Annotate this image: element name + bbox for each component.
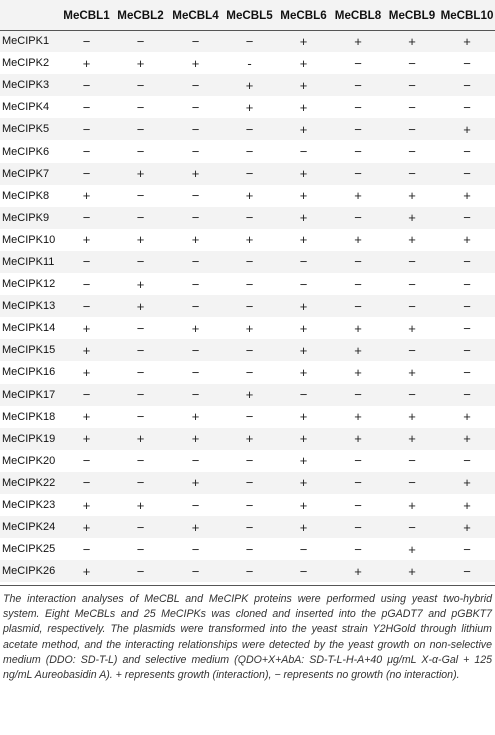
interaction-cell: +	[276, 406, 331, 428]
interaction-cell: +	[60, 361, 113, 383]
interaction-cell: −	[439, 96, 495, 118]
row-label: MeCIPK12	[0, 273, 60, 295]
interaction-cell: −	[331, 295, 385, 317]
interaction-cell: +	[60, 516, 113, 538]
interaction-cell: -	[223, 52, 276, 74]
header-cell: MeCBL2	[113, 0, 168, 30]
interaction-cell: +	[276, 472, 331, 494]
row-label: MeCIPK9	[0, 207, 60, 229]
interaction-cell: +	[168, 317, 223, 339]
interaction-cell: −	[331, 118, 385, 140]
interaction-cell: +	[60, 339, 113, 361]
interaction-cell: +	[331, 406, 385, 428]
interaction-cell: −	[223, 295, 276, 317]
interaction-cell: +	[276, 229, 331, 251]
interaction-cell: −	[168, 339, 223, 361]
interaction-cell: −	[385, 339, 439, 361]
interaction-cell: −	[385, 163, 439, 185]
row-label: MeCIPK6	[0, 140, 60, 162]
interaction-cell: −	[385, 118, 439, 140]
interaction-cell: −	[60, 118, 113, 140]
interaction-cell: +	[385, 30, 439, 52]
table-row	[0, 207, 495, 229]
table-row	[0, 538, 495, 560]
interaction-cell: +	[439, 118, 495, 140]
interaction-cell: +	[439, 472, 495, 494]
interaction-cell: −	[168, 295, 223, 317]
row-label: MeCIPK15	[0, 339, 60, 361]
interaction-cell: +	[331, 317, 385, 339]
interaction-cell: −	[60, 163, 113, 185]
interaction-cell: −	[439, 361, 495, 383]
row-label: MeCIPK3	[0, 74, 60, 96]
interaction-cell: +	[60, 185, 113, 207]
interaction-cell: +	[385, 185, 439, 207]
row-label: MeCIPK14	[0, 317, 60, 339]
row-label: MeCIPK16	[0, 361, 60, 383]
interaction-cell: +	[223, 384, 276, 406]
interaction-cell: +	[168, 52, 223, 74]
interaction-cell: −	[439, 251, 495, 273]
interaction-cell: +	[113, 494, 168, 516]
interaction-cell: +	[385, 494, 439, 516]
interaction-cell: +	[439, 406, 495, 428]
interaction-cell: −	[385, 384, 439, 406]
interaction-cell: −	[439, 140, 495, 162]
interaction-cell: −	[60, 30, 113, 52]
interaction-cell: −	[113, 207, 168, 229]
interaction-cell: −	[113, 30, 168, 52]
header-cell: MeCBL10	[439, 0, 495, 30]
interaction-cell: −	[385, 516, 439, 538]
interaction-cell: −	[385, 251, 439, 273]
row-label: MeCIPK25	[0, 538, 60, 560]
interaction-cell: +	[276, 317, 331, 339]
interaction-cell: +	[168, 472, 223, 494]
interaction-cell: −	[60, 273, 113, 295]
interaction-cell: −	[113, 538, 168, 560]
interaction-cell: −	[439, 207, 495, 229]
table-row	[0, 339, 495, 361]
table-row	[0, 472, 495, 494]
interaction-cell: −	[439, 339, 495, 361]
header-cell: MeCBL9	[385, 0, 439, 30]
interaction-cell: −	[113, 406, 168, 428]
table-row	[0, 52, 495, 74]
interaction-cell: −	[113, 361, 168, 383]
row-label: MeCIPK11	[0, 251, 60, 273]
interaction-cell: −	[385, 273, 439, 295]
interaction-cell: +	[113, 428, 168, 450]
interaction-cell: +	[113, 52, 168, 74]
row-label: MeCIPK7	[0, 163, 60, 185]
interaction-cell: −	[113, 317, 168, 339]
interaction-cell: −	[331, 538, 385, 560]
interaction-cell: +	[331, 428, 385, 450]
interaction-cell: +	[276, 207, 331, 229]
interaction-cell: +	[168, 229, 223, 251]
interaction-cell: −	[276, 140, 331, 162]
interaction-cell: −	[168, 118, 223, 140]
interaction-cell: −	[439, 273, 495, 295]
interaction-cell: +	[60, 229, 113, 251]
header-cell: MeCBL1	[60, 0, 113, 30]
interaction-cell: −	[331, 74, 385, 96]
table-row	[0, 317, 495, 339]
interaction-cell: +	[439, 185, 495, 207]
interaction-cell: +	[60, 494, 113, 516]
interaction-cell: −	[113, 251, 168, 273]
interaction-cell: −	[276, 251, 331, 273]
interaction-cell: +	[223, 96, 276, 118]
interaction-cell: +	[385, 207, 439, 229]
interaction-cell: +	[276, 450, 331, 472]
interaction-cell: −	[168, 207, 223, 229]
row-label: MeCIPK1	[0, 30, 60, 52]
interaction-cell: −	[168, 560, 223, 582]
interaction-cell: −	[60, 140, 113, 162]
interaction-cell: −	[113, 74, 168, 96]
interaction-cell: −	[331, 207, 385, 229]
interaction-cell: +	[276, 96, 331, 118]
interaction-cell: −	[113, 450, 168, 472]
interaction-cell: +	[168, 406, 223, 428]
interaction-cell: −	[331, 516, 385, 538]
interaction-cell: +	[331, 229, 385, 251]
row-label: MeCIPK13	[0, 295, 60, 317]
row-label: MeCIPK17	[0, 384, 60, 406]
interaction-cell: +	[439, 494, 495, 516]
table-row	[0, 494, 495, 516]
table-row	[0, 74, 495, 96]
interaction-cell: −	[60, 538, 113, 560]
interaction-cell: −	[223, 30, 276, 52]
interaction-cell: −	[113, 516, 168, 538]
table-row	[0, 163, 495, 185]
interaction-cell: +	[439, 30, 495, 52]
interaction-cell: +	[168, 428, 223, 450]
interaction-cell: −	[168, 185, 223, 207]
row-label: MeCIPK20	[0, 450, 60, 472]
interaction-cell: −	[223, 560, 276, 582]
interaction-cell: −	[113, 118, 168, 140]
table-row	[0, 251, 495, 273]
interaction-cell: +	[331, 185, 385, 207]
row-label: MeCIPK19	[0, 428, 60, 450]
interaction-cell: −	[223, 339, 276, 361]
interaction-cell: +	[276, 163, 331, 185]
interaction-cell: +	[276, 118, 331, 140]
table-row	[0, 140, 495, 162]
interaction-cell: −	[331, 273, 385, 295]
interaction-cell: −	[439, 317, 495, 339]
interaction-cell: −	[168, 450, 223, 472]
interaction-cell: −	[331, 163, 385, 185]
interaction-cell: +	[385, 317, 439, 339]
interaction-cell: −	[113, 339, 168, 361]
interaction-cell: −	[223, 361, 276, 383]
table-row	[0, 361, 495, 383]
interaction-cell: −	[385, 450, 439, 472]
table-row	[0, 406, 495, 428]
interaction-cell: −	[168, 96, 223, 118]
interaction-cell: −	[385, 74, 439, 96]
interaction-cell: −	[168, 74, 223, 96]
interaction-cell: −	[60, 295, 113, 317]
interaction-cell: −	[223, 472, 276, 494]
interaction-cell: −	[168, 140, 223, 162]
interaction-cell: −	[331, 450, 385, 472]
interaction-cell: −	[439, 52, 495, 74]
interaction-cell: −	[223, 406, 276, 428]
table-bottom-rule	[0, 585, 495, 586]
interaction-cell: −	[439, 384, 495, 406]
interaction-cell: +	[439, 428, 495, 450]
interaction-cell: −	[168, 361, 223, 383]
interaction-cell: +	[331, 30, 385, 52]
row-label: MeCIPK2	[0, 52, 60, 74]
interaction-cell: −	[113, 140, 168, 162]
table-row	[0, 229, 495, 251]
interaction-cell: −	[223, 450, 276, 472]
interaction-cell: −	[385, 295, 439, 317]
interaction-cell: +	[385, 361, 439, 383]
row-label: MeCIPK18	[0, 406, 60, 428]
table-caption: The interaction analyses of MeCBL and MeCIPK proteins were performed using yeast two-hybrid system. Eight MeCBLs and 25 MeCIPKs was cloned and inserted into the pGADT7 and pGBKT7 plasmid, respectively. The plasmids were transformed into the yeast strain Y2HGold through lithium acetate method, and the interacting relationships were detected by the yeast growth on non-selective medium (DDO: SD-T-L) and selective medium (QDO+X+AbA: SD-T-L-H-A+40 μg/mL X-α-Gal + 125 ng/mL Aureobasidin A). + represents growth (interaction), − represents no growth (no interaction).	[3, 593, 492, 682]
interaction-cell: −	[223, 163, 276, 185]
interaction-cell: −	[113, 560, 168, 582]
interaction-cell: −	[276, 273, 331, 295]
interaction-cell: +	[60, 560, 113, 582]
interaction-cell: −	[168, 384, 223, 406]
table-row	[0, 295, 495, 317]
interaction-cell: −	[276, 384, 331, 406]
interaction-cell: −	[439, 163, 495, 185]
interaction-cell: +	[223, 428, 276, 450]
header-cell: MeCBL8	[331, 0, 385, 30]
table-row	[0, 30, 495, 52]
interaction-cell: +	[223, 74, 276, 96]
interaction-cell: −	[223, 273, 276, 295]
interaction-cell: −	[223, 538, 276, 560]
header-cell: MeCBL4	[168, 0, 223, 30]
interaction-cell: +	[113, 273, 168, 295]
interaction-cell: −	[60, 74, 113, 96]
interaction-cell: −	[439, 74, 495, 96]
interaction-cell: −	[439, 450, 495, 472]
interaction-cell: +	[276, 428, 331, 450]
interaction-cell: +	[60, 428, 113, 450]
header-row	[0, 0, 495, 30]
interaction-cell: −	[331, 251, 385, 273]
interaction-cell: −	[439, 560, 495, 582]
interaction-cell: −	[385, 140, 439, 162]
interaction-cell: +	[385, 428, 439, 450]
interaction-cell: −	[439, 295, 495, 317]
interaction-cell: −	[385, 52, 439, 74]
interaction-cell: +	[276, 494, 331, 516]
row-label: MeCIPK10	[0, 229, 60, 251]
interaction-cell: +	[113, 295, 168, 317]
interaction-cell: +	[439, 229, 495, 251]
interaction-cell: −	[331, 494, 385, 516]
interaction-cell: +	[276, 295, 331, 317]
table-row	[0, 428, 495, 450]
interaction-cell: +	[168, 163, 223, 185]
interaction-cell: −	[168, 273, 223, 295]
interaction-cell: −	[113, 96, 168, 118]
interaction-cell: +	[223, 229, 276, 251]
interaction-cell: +	[276, 30, 331, 52]
table-row	[0, 560, 495, 582]
table-row	[0, 450, 495, 472]
row-label: MeCIPK22	[0, 472, 60, 494]
interaction-cell: −	[331, 384, 385, 406]
interaction-cell: +	[331, 339, 385, 361]
interaction-cell: −	[60, 472, 113, 494]
header-cell: MeCBL5	[223, 0, 276, 30]
interaction-cell: +	[60, 52, 113, 74]
interaction-cell: −	[60, 384, 113, 406]
interaction-cell: +	[223, 185, 276, 207]
interaction-cell: −	[385, 96, 439, 118]
interaction-cell: −	[168, 538, 223, 560]
row-label: MeCIPK26	[0, 560, 60, 582]
interaction-cell: +	[276, 185, 331, 207]
interaction-cell: +	[439, 516, 495, 538]
interaction-cell: +	[385, 560, 439, 582]
header-rule	[0, 30, 495, 31]
interaction-cell: +	[276, 52, 331, 74]
table-row	[0, 273, 495, 295]
interaction-cell: −	[331, 472, 385, 494]
interaction-cell: −	[331, 140, 385, 162]
interaction-cell: −	[223, 207, 276, 229]
interaction-cell: −	[113, 185, 168, 207]
interaction-cell: −	[168, 251, 223, 273]
interaction-cell: +	[331, 361, 385, 383]
interaction-cell: +	[113, 229, 168, 251]
interaction-cell: −	[223, 516, 276, 538]
interaction-cell: −	[223, 494, 276, 516]
interaction-cell: −	[439, 538, 495, 560]
interaction-cell: +	[385, 406, 439, 428]
interaction-cell: −	[223, 118, 276, 140]
interaction-cell: +	[60, 406, 113, 428]
interaction-cell: −	[113, 384, 168, 406]
header-cell: MeCBL6	[276, 0, 331, 30]
interaction-cell: +	[168, 516, 223, 538]
row-label: MeCIPK24	[0, 516, 60, 538]
interaction-cell: +	[385, 538, 439, 560]
table-row	[0, 96, 495, 118]
interaction-cell: +	[331, 560, 385, 582]
table-row	[0, 384, 495, 406]
interaction-cell: −	[276, 538, 331, 560]
interaction-cell: +	[223, 317, 276, 339]
interaction-cell: −	[223, 251, 276, 273]
header-cell	[0, 0, 60, 30]
interaction-cell: −	[113, 472, 168, 494]
interaction-cell: +	[113, 163, 168, 185]
interaction-cell: +	[60, 317, 113, 339]
row-label: MeCIPK5	[0, 118, 60, 140]
interaction-cell: −	[331, 52, 385, 74]
row-label: MeCIPK4	[0, 96, 60, 118]
table-row	[0, 185, 495, 207]
interaction-cell: −	[223, 140, 276, 162]
interaction-cell: −	[331, 96, 385, 118]
interaction-cell: −	[168, 494, 223, 516]
interaction-cell: +	[385, 229, 439, 251]
interaction-cell: +	[276, 74, 331, 96]
table-row	[0, 118, 495, 140]
table-row	[0, 516, 495, 538]
table-body	[0, 30, 495, 582]
interaction-cell: +	[276, 361, 331, 383]
row-label: MeCIPK23	[0, 494, 60, 516]
interaction-cell: +	[276, 339, 331, 361]
interaction-cell: −	[168, 30, 223, 52]
interaction-cell: −	[60, 96, 113, 118]
interaction-cell: −	[60, 251, 113, 273]
interaction-cell: −	[60, 207, 113, 229]
interaction-cell: −	[60, 450, 113, 472]
interaction-cell: +	[276, 516, 331, 538]
interaction-cell: −	[276, 560, 331, 582]
interaction-cell: −	[385, 472, 439, 494]
row-label: MeCIPK8	[0, 185, 60, 207]
